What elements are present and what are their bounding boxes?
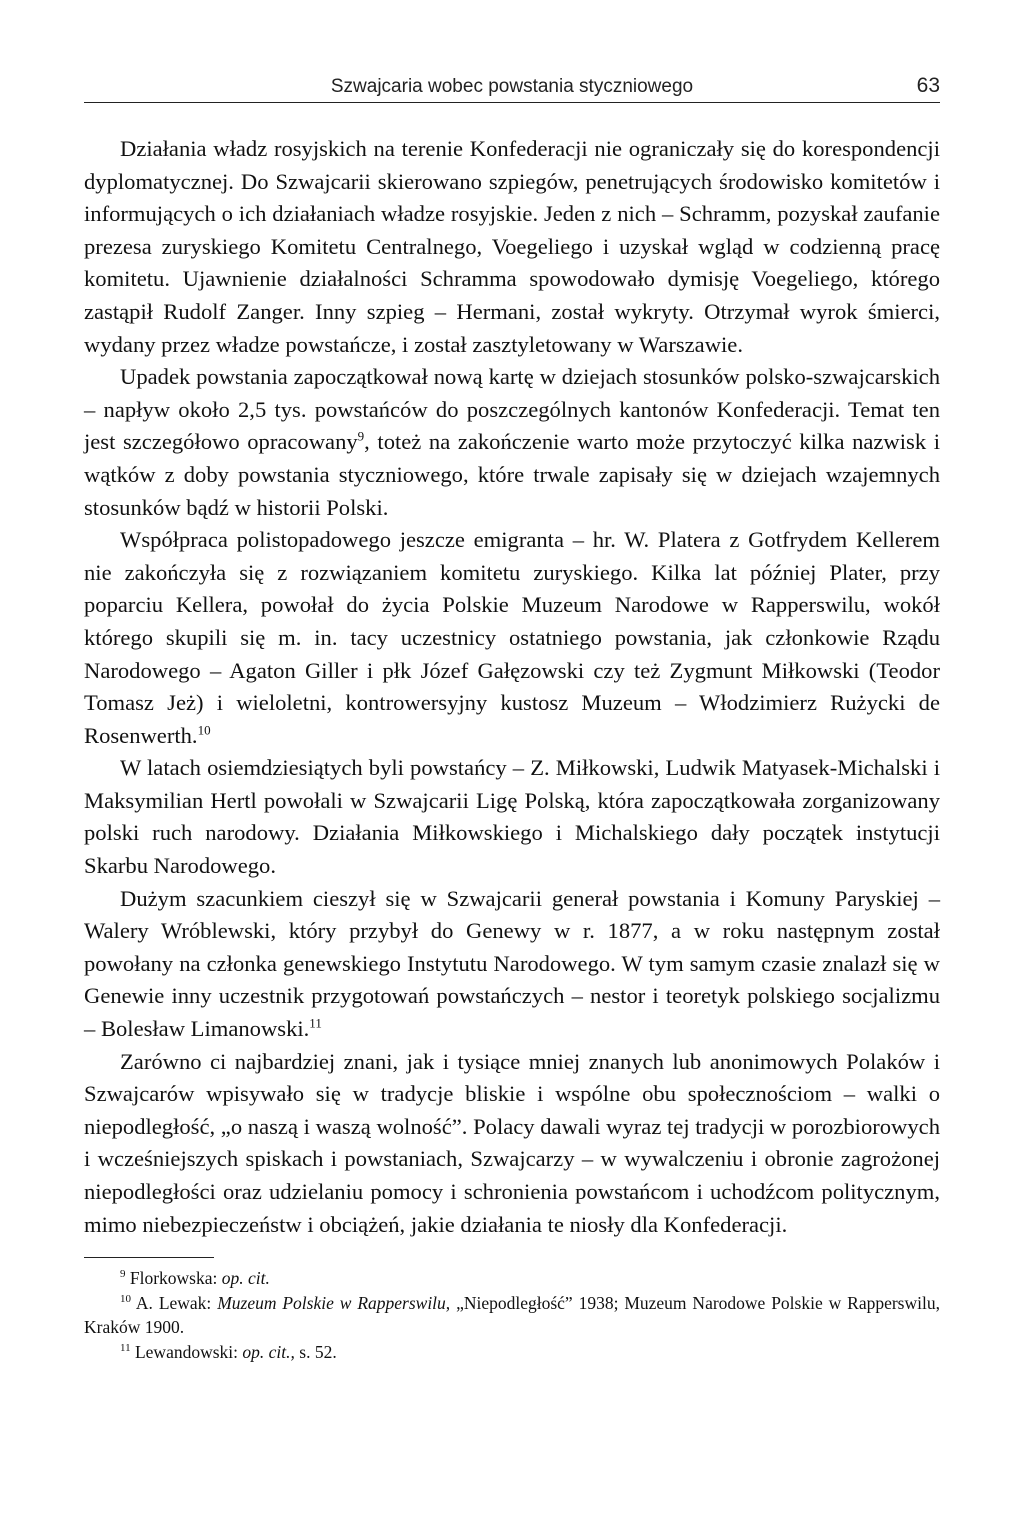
footnote-marker: 11 — [120, 1341, 131, 1354]
footnote-reference: 10 — [197, 722, 211, 738]
paragraph-text: , toteż na zakończenie warto może przytoczyć kilka nazwisk i wątków z doby powstania styczniowego, które trwale zapisały się w dziejach wzajemnych stosunków bądź w historii Polski. — [84, 429, 940, 520]
footnote-author: A. Lewak: — [135, 1292, 218, 1313]
running-header — [84, 72, 940, 103]
paragraph — [84, 1046, 940, 1242]
paragraph-text: W latach osiemdziesiątych byli powstańcy – Z. Miłkowski, Ludwik Matyasek-Michalski i Maksymilian Hertl powołali w Szwajcarii Ligę Polską, która zapoczątkowała zorganizowany polski ruch narodowy. Działania Miłkowskiego i Michalskiego dały początek instytucji Skarbu Narodowego. — [84, 755, 940, 879]
paragraph — [84, 361, 940, 524]
footnote-italic: Muzeum Polskie w Rapperswilu, — [217, 1292, 451, 1313]
footnotes — [84, 1266, 940, 1364]
page-number: 63 — [916, 74, 940, 97]
footnote-reference: 9 — [357, 428, 365, 444]
footnote-author: Lewandowski: — [134, 1341, 243, 1362]
footnote — [84, 1291, 940, 1340]
paragraph — [84, 524, 940, 752]
paragraph-text: Upadek powstania zapoczątkował nową kartę w dziejach stosunków polsko-szwajcarskich – napływ około 2,5 tys. powstańców do poszczególnych kantonów Konfederacji. Temat ten jest szczegółowo opracowany — [84, 364, 940, 455]
footnote-rest: s. 52. — [294, 1341, 337, 1362]
footnote-italic: op. cit. — [221, 1268, 270, 1289]
running-title: Szwajcaria wobec powstania styczniowego — [330, 76, 694, 97]
main-text — [84, 133, 940, 1241]
footnote-rest: „Niepodległość” 1938; Muzeum Narodowe Polskie w Rapperswilu, Kraków 1900. — [84, 1292, 940, 1338]
footnote-italic: op. cit., — [242, 1341, 295, 1362]
paragraph-text: Zarówno ci najbardziej znani, jak i tysiące mniej znanych lub anonimowych Polaków i Szwajcarów wpisywało się w tradycje bliskie i wspólne obu społecznościom – walki o niepodległość, „o naszą i waszą wolność”. Polacy dawali wyraz tej tradycji w porozbiorowych i wcześniejszych spiskach i powstaniach, Szwajcarzy – w wywalczeniu i obronie zagrożonej niepodległości oraz udzielaniu pomocy i schronienia powstańcom i uchodźcom politycznym, mimo niebezpieczeństw i obciążeń, jakie działania te niosły dla Konfederacji. — [84, 1048, 940, 1237]
footnote-marker: 9 — [120, 1268, 126, 1281]
footnote — [84, 1340, 940, 1365]
footnote-separator — [84, 1257, 214, 1258]
paragraph-text: Działania władz rosyjskich na terenie Konfederacji nie ograniczały się do korespondencji dyplomatycznej. Do Szwajcarii skierowano szpiegów, penetrujących środowisko komitetów i informujących o ich działaniach władze rosyjskie. Jeden z nich – Schramm, pozyskał zaufanie prezesa zuryskiego Komitetu Centralnego, Voegeliego i uzyskał wgląd w codzienną pracę komitetu. Ujawnienie działalności Schramma spowodowało dymisję Voegeliego, którego zastąpił Rudolf Zanger. Inny szpieg – Hermani, został wykryty. Otrzymał wyrok śmierci, wydany przez władze powstańcze, i został zasztyletowany w Warszawie. — [84, 136, 940, 357]
paragraph-text: Dużym szacunkiem cieszył się w Szwajcarii generał powstania i Komuny Paryskiej – Walery Wróblewski, który przybył do Genewy w r. 1877, a w roku następnym został powołany na członka genewskiego Instytutu Narodowego. W tym samym czasie znalazł się w Genewie inny uczestnik przygotowań powstańczych – nestor i teoretyk polskiego socjalizmu – Bolesław Limanowski. — [84, 885, 940, 1042]
footnote — [84, 1266, 940, 1291]
paragraph — [84, 883, 940, 1046]
book-page — [84, 72, 940, 1364]
footnote-author: Florkowska: — [129, 1268, 222, 1289]
paragraph — [84, 752, 940, 882]
paragraph-text: Współpraca polistopadowego jeszcze emigranta – hr. W. Platera z Gotfrydem Kellerem nie zakończyła się z rozwiązaniem komitetu zuryskiego. Kilka lat później Plater, przy poparciu Kellera, powołał do życia Polskie Muzeum Narodowe w Rapperswilu, wokół którego skupili się m. in. tacy uczestnicy ostatniego powstania, jak członkowie Rządu Narodowego – Agaton Giller i płk Józef Gałęzowski czy też Zygmunt Miłkowski (Teodor Tomasz Jeż) i wieloletni, kontrowersyjny kustosz Muzeum – Włodzimierz Rużycki de Rosenwerth. — [84, 527, 940, 748]
footnote-reference: 11 — [309, 1015, 322, 1031]
paragraph — [84, 133, 940, 361]
footnote-marker: 10 — [120, 1292, 131, 1305]
